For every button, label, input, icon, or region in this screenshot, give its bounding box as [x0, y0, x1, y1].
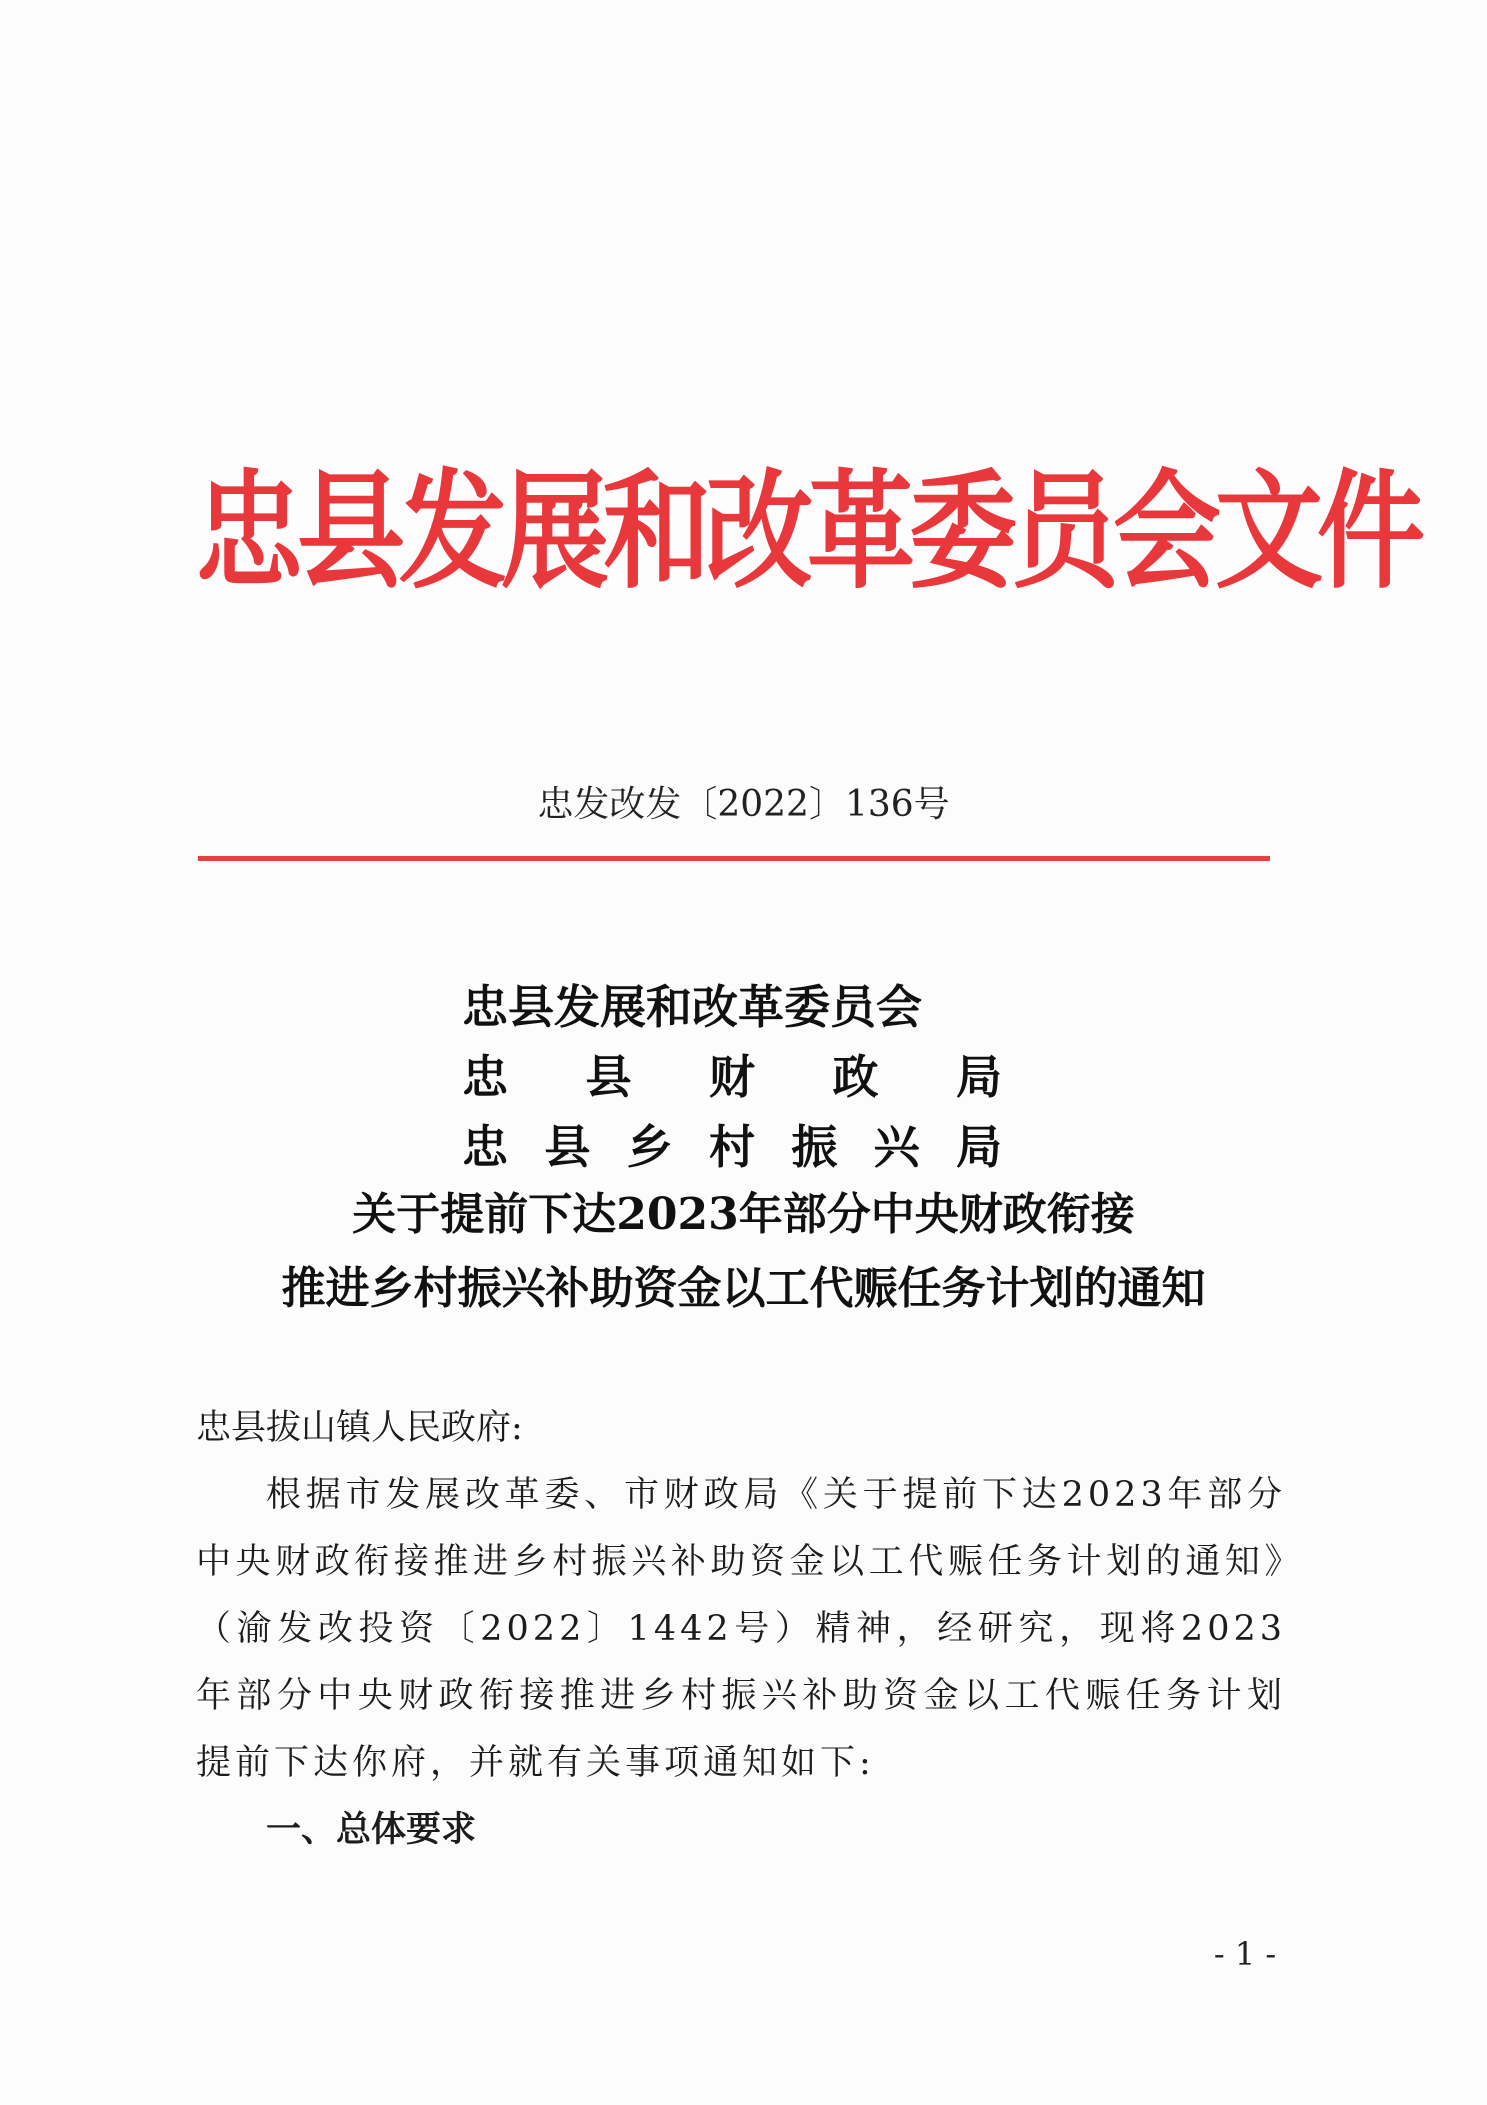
issuer-ndrc: 忠县发展和改革委员会	[462, 980, 922, 1034]
masthead-title: 忠县发展和改革委员会文件	[195, 458, 1420, 607]
title-line-2: 推进乡村振兴补助资金以工代赈任务计划的通知	[281, 1263, 1206, 1314]
body-paragraph: 根据市发展改革委、市财政局《关于提前下达2023年部分中央财政衔接推进乡村振兴补助资金以工代赈任务计划的通知》（渝发改投资〔2022〕1442号）精神，经研究，现将2023年部分中央财政衔接推进乡村振兴补助资金以工代赈任务计划提前下达你府，并就有关事项通知如下:	[196, 1475, 1286, 1783]
salutation: 忠县拔山镇人民政府:	[196, 1408, 523, 1448]
red-divider	[198, 856, 1270, 861]
title-line-1: 关于提前下达2023年部分中央财政衔接	[352, 1189, 1135, 1240]
issuer-finance-bureau: 忠 县 财 政 局	[462, 1050, 1002, 1104]
section-heading: 一、总体要求	[266, 1810, 477, 1850]
issuer-rural-bureau: 忠 县 乡 村 振 兴 局	[462, 1120, 1002, 1174]
page-number: - 1 -	[1213, 1935, 1277, 1973]
document-number: 忠发改发〔2022〕136号	[537, 784, 950, 825]
document-body	[196, 1395, 1286, 1864]
issuing-agencies	[462, 972, 1002, 1182]
document-title	[0, 1178, 1487, 1326]
